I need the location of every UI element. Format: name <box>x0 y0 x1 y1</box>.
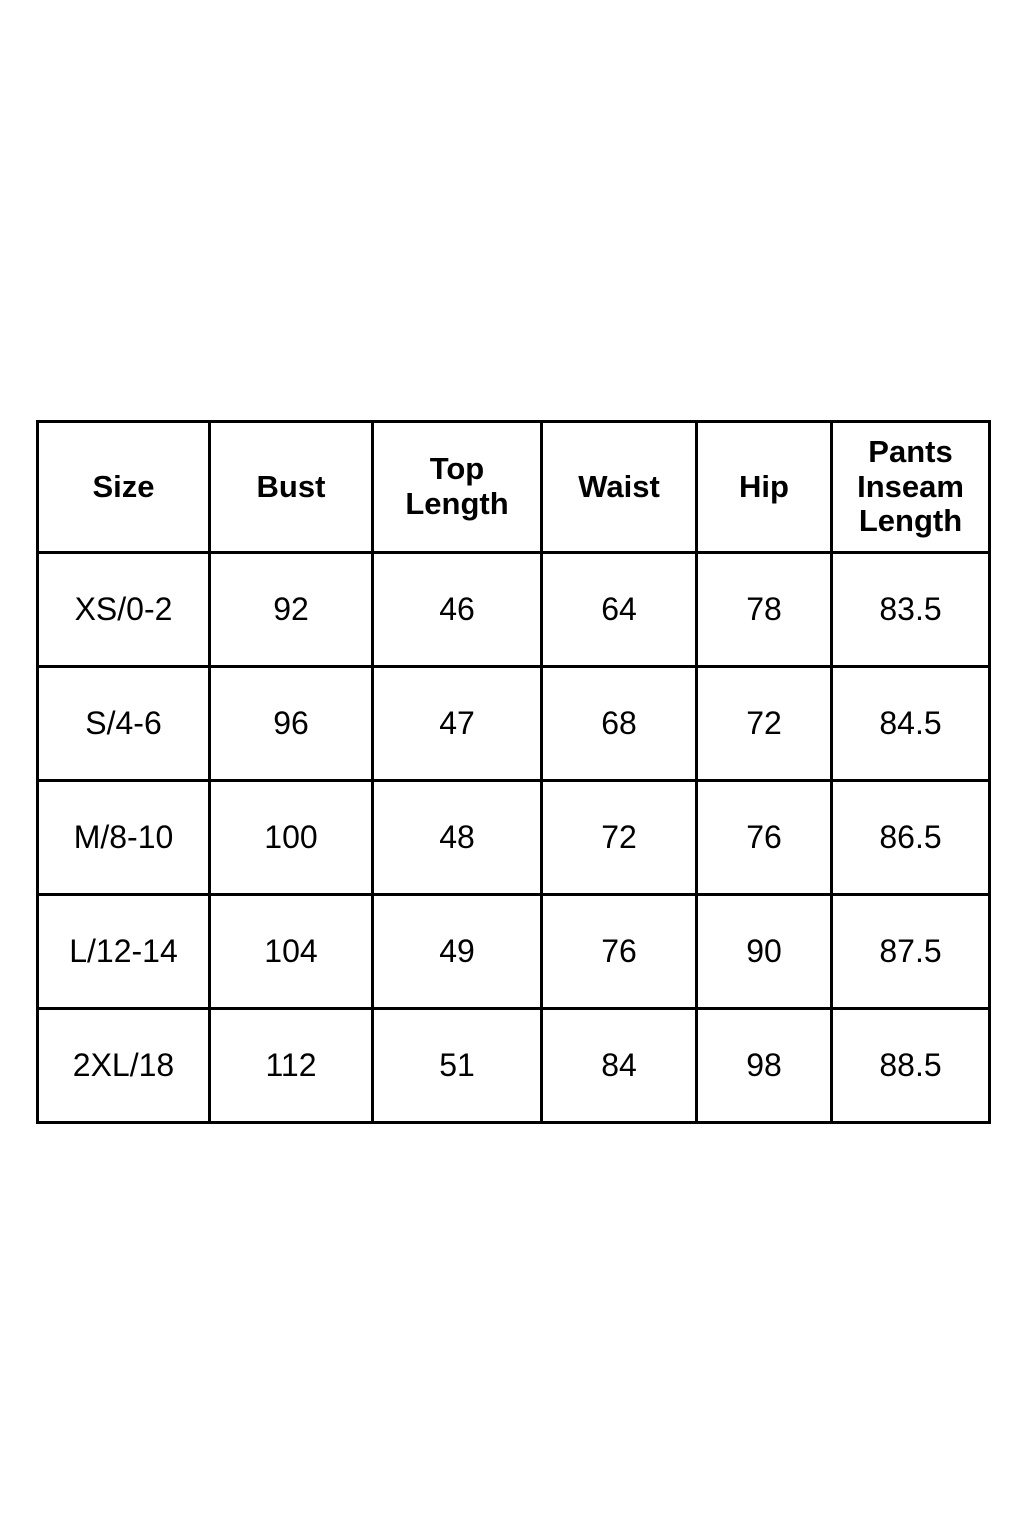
cell-pants-inseam-length: 86.5 <box>832 781 990 895</box>
column-header-waist <box>542 422 697 553</box>
cell-hip: 72 <box>697 667 832 781</box>
table-header-row <box>38 422 990 553</box>
cell-top-length: 48 <box>373 781 542 895</box>
size-chart-container <box>36 420 988 1124</box>
column-header-line: Top <box>429 451 485 487</box>
table-row <box>38 895 990 1009</box>
cell-top-length: 46 <box>373 553 542 667</box>
table-row <box>38 667 990 781</box>
cell-pants-inseam-length: 88.5 <box>832 1009 990 1123</box>
cell-bust: 96 <box>210 667 373 781</box>
column-header-line: Size <box>92 468 155 504</box>
table-row <box>38 553 990 667</box>
cell-size: S/4-6 <box>38 667 210 781</box>
cell-top-length: 47 <box>373 667 542 781</box>
column-header-line: Pants <box>868 433 953 469</box>
column-header-pants-inseam-length <box>832 422 990 553</box>
cell-hip: 78 <box>697 553 832 667</box>
cell-bust: 100 <box>210 781 373 895</box>
cell-size: L/12-14 <box>38 895 210 1009</box>
cell-waist: 68 <box>542 667 697 781</box>
cell-top-length: 49 <box>373 895 542 1009</box>
column-header-top-length <box>373 422 542 553</box>
cell-hip: 90 <box>697 895 832 1009</box>
cell-size: 2XL/18 <box>38 1009 210 1123</box>
cell-pants-inseam-length: 87.5 <box>832 895 990 1009</box>
column-header-line: Waist <box>578 468 660 504</box>
cell-size: XS/0-2 <box>38 553 210 667</box>
column-header-line: Inseam <box>857 468 964 504</box>
cell-waist: 76 <box>542 895 697 1009</box>
cell-bust: 92 <box>210 553 373 667</box>
column-header-line: Length <box>405 486 509 521</box>
cell-bust: 104 <box>210 895 373 1009</box>
column-header-line: Hip <box>739 468 789 504</box>
column-header-line: Length <box>858 503 963 539</box>
column-header-line: Bust <box>256 468 326 504</box>
cell-pants-inseam-length: 84.5 <box>832 667 990 781</box>
cell-top-length: 51 <box>373 1009 542 1123</box>
column-header-size <box>38 422 210 553</box>
cell-hip: 98 <box>697 1009 832 1123</box>
column-header-bust <box>210 422 373 553</box>
cell-size: M/8-10 <box>38 781 210 895</box>
table-row <box>38 781 990 895</box>
cell-waist: 84 <box>542 1009 697 1123</box>
cell-waist: 72 <box>542 781 697 895</box>
cell-bust: 112 <box>210 1009 373 1123</box>
table-row <box>38 1009 990 1123</box>
size-chart-table <box>36 420 991 1124</box>
column-header-hip <box>697 422 832 553</box>
cell-hip: 76 <box>697 781 832 895</box>
cell-waist: 64 <box>542 553 697 667</box>
cell-pants-inseam-length: 83.5 <box>832 553 990 667</box>
